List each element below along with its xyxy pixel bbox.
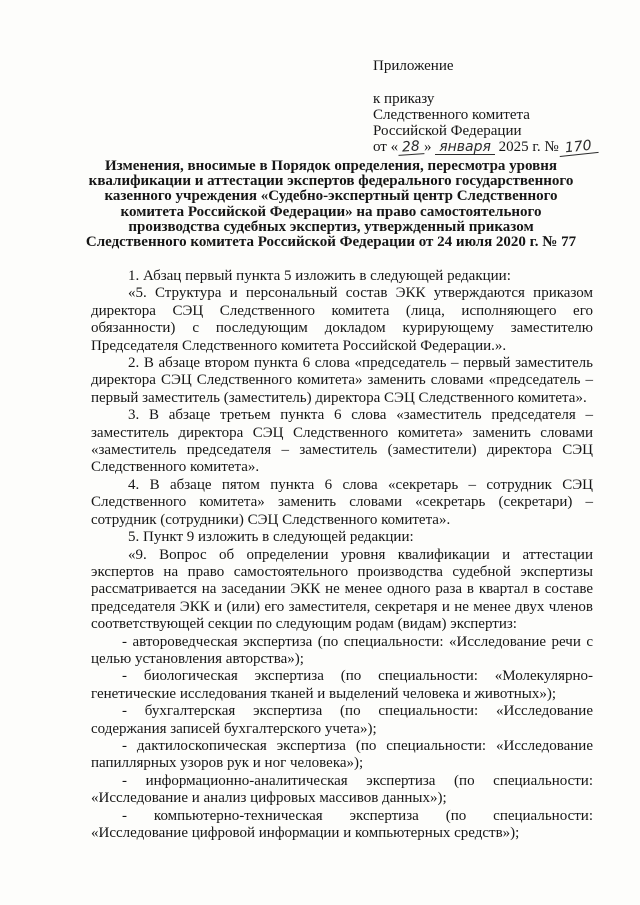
date-mid: » [423, 139, 432, 155]
list-item: - компьютерно-техническая экспертиза (по специальности: «Исследование цифровой информации и компьютерных средств»); [91, 807, 593, 841]
paragraph: «9. Вопрос об определении уровня квалификации и аттестации экспертов на право самостоятельного производства судебной экспертизы рассматривается на заседании ЭКК не менее одного раза в квартал в составе председателя ЭКК и (или) его заместителя, секретаря и не менее двух членов соответствующей секции по следующим родам (видам) экспертиз: [91, 546, 593, 633]
committee-name: Следственного комитета [373, 107, 530, 123]
date-year: 2025 г. № [494, 139, 559, 155]
paragraph: «5. Структура и персональный состав ЭКК утверждаются приказом директора СЭЦ Следственного комитета (лица, исполняющего его обязанности) с последующим докладом курирующему заместителю Председателя Следственного комитета Российской Федерации.». [91, 285, 593, 354]
handwritten-day: 28 [398, 140, 425, 156]
order-date-line [373, 139, 623, 155]
paragraph: 5. Пункт 9 изложить в следующей редакции: [128, 529, 414, 546]
appendix-header [373, 58, 623, 155]
paragraph: 1. Абзац первый пункта 5 изложить в следующей редакции: [128, 268, 511, 284]
list-item: - автороведческая экспертиза (по специальности: «Исследование речи с целью установления авторства»); [91, 633, 593, 667]
document-body [91, 268, 593, 842]
list-item: - биологическая экспертиза (по специальности: «Молекулярно-генетические исследования тканей и выделений человека и животных»); [91, 668, 593, 702]
paragraph: 4. В абзаце пятом пункта 6 слова «секретарь – сотрудник СЭЦ Следственного комитета» заменить словами «секретарь (секретари) – сотрудник (сотрудники) СЭЦ Следственного комитета». [91, 476, 593, 528]
list-item: - информационно-аналитическая экспертиза (по специальности: «Исследование и анализ цифровых массивов данных»); [91, 772, 593, 807]
date-prefix: от « [373, 139, 399, 155]
paragraph: 2. В абзаце втором пункта 6 слова «председатель – первый заместитель директора СЭЦ Следственного комитета» заменить словами «председатель – первый заместитель (заместитель) директора СЭЦ Следственного комитета». [91, 355, 593, 406]
country-name: Российской Федерации [373, 123, 522, 139]
list-item: - бухгалтерская экспертиза (по специальности: «Исследование содержания записей бухгалтерского учета»); [91, 703, 593, 737]
document-title: Изменения, вносимые в Порядок определения, пересмотра уровня квалификации и аттестации экспертов федерального государственного казенного учреждения «Судебно-экспертный центр Следственного комитета Российской Федерации» на право самостоятельного производства судебных экспертиз, утвержденный приказом Следственного комитета Российской Федерации от 24 июля 2020 г. № 77 [85, 158, 577, 251]
order-reference: к приказу [373, 91, 435, 107]
appendix-title: Приложение [373, 58, 454, 74]
handwritten-order-number: 170 [558, 139, 598, 157]
list-item: - дактилоскопическая экспертиза (по специальности: «Исследование папиллярных узоров рук и ног человека»); [91, 737, 593, 772]
handwritten-month: января [435, 141, 495, 155]
paragraph: 3. В абзаце третьем пункта 6 слова «заместитель председателя – заместитель директора СЭЦ Следственного комитета» заменить словами «заместитель председателя – заместитель (заместители) директора СЭЦ Следственного комитета». [91, 407, 593, 476]
